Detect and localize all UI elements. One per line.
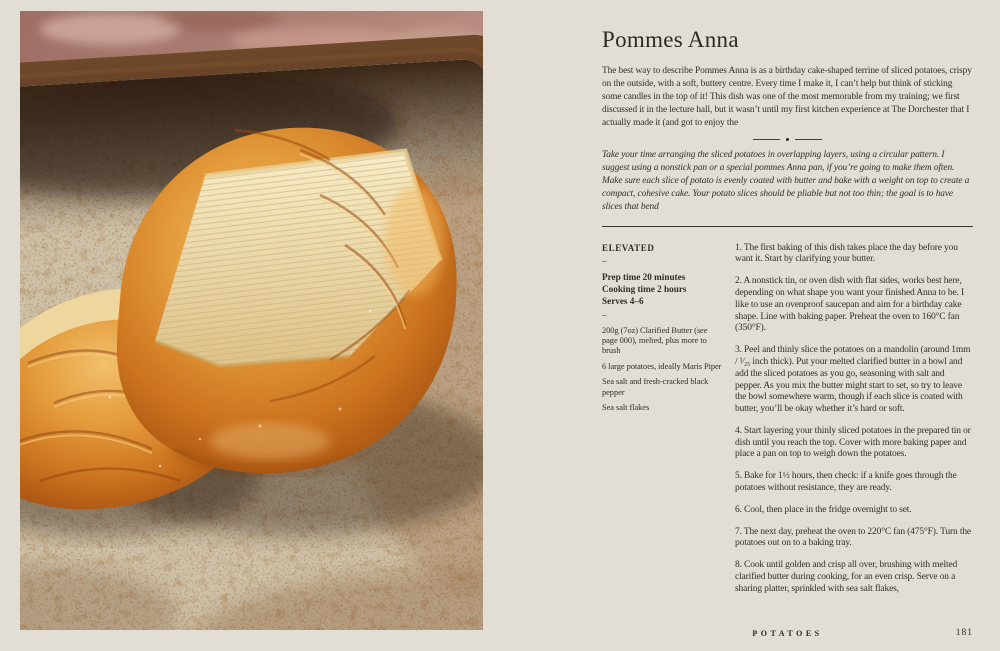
ingredient-item: 200g (7oz) Clarified Butter (see page 000), melted, plus more to brush bbox=[602, 325, 708, 356]
intro-paragraph: The best way to describe Pommes Anna is as a birthday cake-shaped terrine of sliced potatoes, crispy on the outside, with a soft, buttery centre. Every time I make it, I can’t help but think of sticking some candles in the top of it! This dish was one of the most memorable from my training; we first discussed it in the lecture hall, but it wasn’t until my first kitchen experience at The Dorchester that I actually made it (and got to enjoy the bbox=[602, 66, 972, 128]
recipe-page bbox=[602, 0, 973, 651]
difficulty-tag: ELEVATED bbox=[602, 242, 655, 253]
ingredient-item: Sea salt and fresh-cracked black pepper bbox=[602, 377, 709, 397]
method-steps bbox=[735, 243, 973, 606]
method-step: 1. The first baking of this dish takes place the day before you want it. Start by clarifying your butter. bbox=[735, 242, 958, 265]
method-step: 6. Cool, then place in the fridge overnight to set. bbox=[735, 504, 912, 515]
ingredient-item: Sea salt flakes bbox=[602, 402, 650, 412]
method-step: 4. Start layering your thinly sliced potatoes in the prepared tin or dish until you reach the top. Cover with more baking paper and place a pan on top to weigh down the potatoes. bbox=[735, 425, 971, 460]
ornament-line bbox=[753, 139, 780, 140]
prep-time: Prep time 20 minutes bbox=[602, 271, 686, 282]
section-rule bbox=[602, 226, 973, 227]
serves: Serves 4–6 bbox=[602, 295, 644, 306]
method-step: 3. Peel and thinly slice the potatoes on a mandolin (around 1mm / ¹⁄₂₅ inch thick). Put your melted clarified butter in a bowl and add the sliced potatoes as you go, seasoning with salt and pepper. As you mix the butter might start to set, so try to leave the bowl somewhere warm, though if each slice is coated with butter, you’ll be okay whether it’s hard or soft. bbox=[735, 345, 971, 415]
page-number: 181 bbox=[955, 628, 973, 638]
section-label: POTATOES bbox=[752, 629, 823, 638]
page-title: Pommes Anna bbox=[602, 27, 739, 52]
method-step: 7. The next day, preheat the oven to 220°C fan (475°F). Turn the potatoes out on to a baking tray. bbox=[735, 526, 971, 549]
page-footer bbox=[602, 629, 973, 641]
divider-ornament bbox=[743, 138, 833, 141]
meta-separator: – bbox=[602, 255, 607, 266]
ornament-dot bbox=[786, 138, 789, 141]
method-step: 8. Cook until golden and crisp all over, brushing with melted clarified butter during cooking, for an even crisp. Serve on a sharing platter, sprinkled with sea salt flakes, bbox=[735, 560, 958, 594]
pommes-anna-photo-graphic bbox=[20, 11, 483, 630]
tip-paragraph: Take your time arranging the sliced potatoes in overlapping layers, using a circular pattern. I suggest using a nonstick pan or a special pommes Anna pan, if you’re going to make them often. Make sure each slice of potato is evenly coated with butter and bake with a weight on top to create a compact, cohesive cake. Your potato slices should be pliable but not too thin; the goal is to have slices that bend bbox=[602, 149, 970, 212]
recipe-columns bbox=[602, 243, 973, 606]
ingredient-item: 6 large potatoes, ideally Maris Piper bbox=[602, 361, 722, 371]
ornament-line bbox=[795, 139, 822, 140]
pommes-anna-photo bbox=[20, 11, 483, 630]
cook-time: Cooking time 2 hours bbox=[602, 283, 687, 294]
method-step: 5. Bake for 1½ hours, then check: if a knife goes through the potatoes without resistance, they are ready. bbox=[735, 471, 957, 494]
recipe-meta bbox=[602, 243, 723, 606]
meta-separator: – bbox=[602, 309, 607, 320]
ingredients-list bbox=[602, 326, 723, 414]
method-step: 2. A nonstick tin, or oven dish with flat sides, works best here, depending on what shape you want your finished Anna to be. I like to use an ovenproof saucepan and aim for a birthday cake shape. Line with baking paper. Preheat the oven to 160°C fan (350°F). bbox=[735, 276, 964, 334]
